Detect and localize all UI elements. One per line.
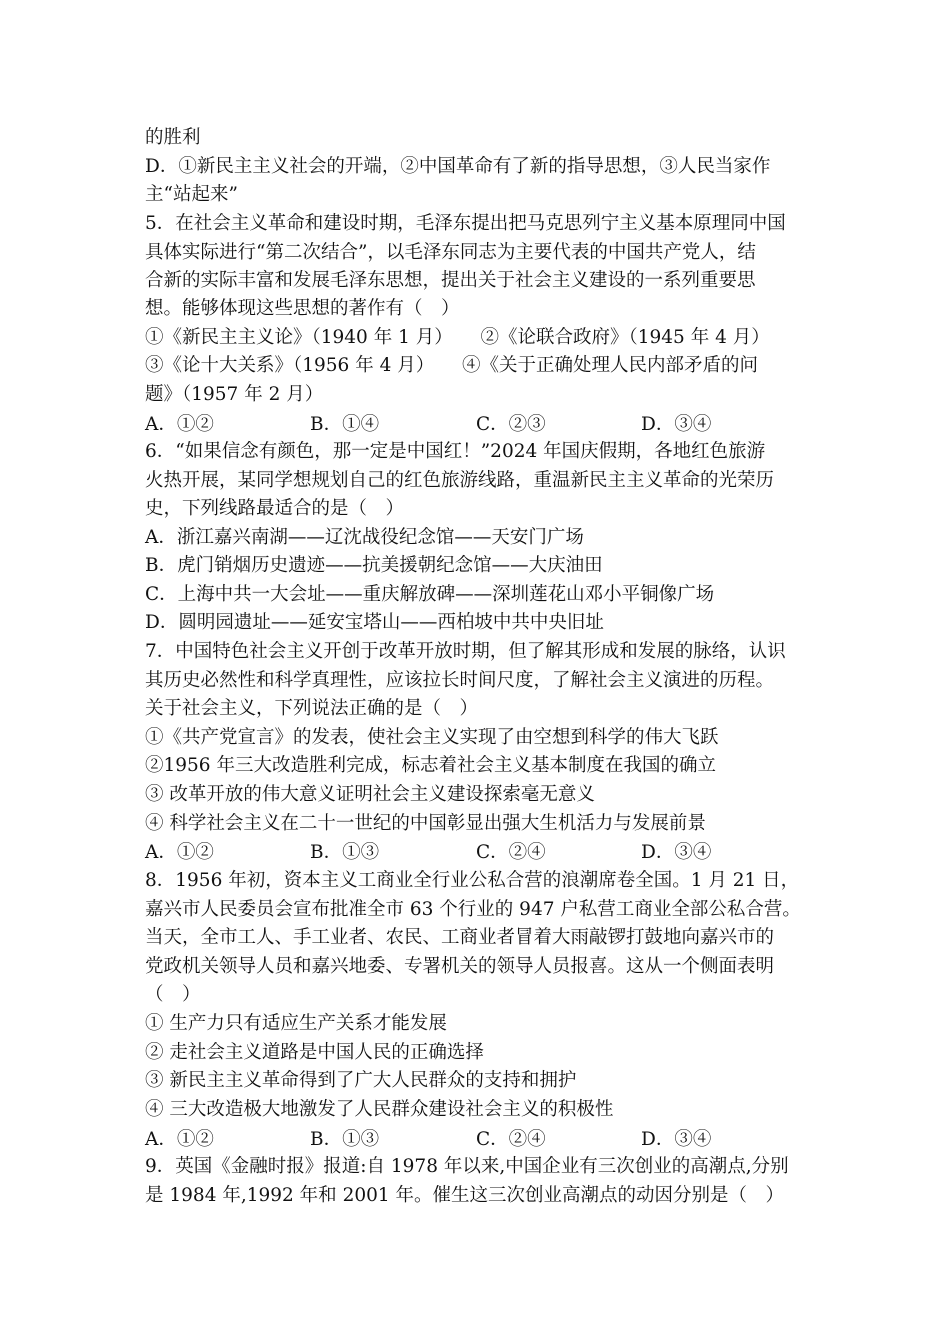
statement: ④ 三大改造极大地激发了人民群众建设社会主义的积极性 [145,1099,614,1120]
option-c: C．②④ [476,842,546,863]
text-line: 的胜利 [145,127,201,148]
question-9-stem: 9．英国《金融时报》报道:自 1978 年以来,中国企业有三次创业的高潮点,分别 [145,1156,789,1177]
option-d: D．圆明园遗址——延安宝塔山——西柏坡中共中央旧址 [145,612,604,633]
statement: ①《共产党宣言》的发表，使社会主义实现了由空想到科学的伟大飞跃 [145,727,719,748]
option-d: D．③④ [641,842,712,863]
question-5-stem: 5．在社会主义革命和建设时期，毛泽东提出把马克思列宁主义基本原理同中国 [145,213,786,234]
text-line: 想。能够体现这些思想的著作有（ ） [145,298,460,319]
statement: ③ 改革开放的伟大意义证明社会主义建设探索毫无意义 [145,784,595,805]
text-line: 党政机关领导人员和嘉兴地委、专署机关的领导人员报喜。这从一个侧面表明 [145,956,775,977]
option-d: D．③④ [641,1129,712,1150]
text-line: 主“站起来” [145,184,238,205]
statement: ① 生产力只有适应生产关系才能发展 [145,1013,447,1034]
text-line: 当天，全市工人、手工业者、农民、工商业者冒着大雨敲锣打鼓地向嘉兴市的 [145,927,775,948]
option-a: A．①② [145,414,214,435]
option-c: C．②④ [476,1129,546,1150]
text-line: 其历史必然性和科学真理性，应该拉长时间尺度，了解社会主义演进的历程。 [145,670,775,691]
text-line: ①《新民主主义论》（1940 年 1 月） ②《论联合政府》（1945 年 4 月） [145,327,770,348]
option-b: B．虎门销烟历史遗迹——抗美援朝纪念馆——大庆油田 [145,555,603,576]
question-7-stem: 7．中国特色社会主义开创于改革开放时期，但了解其形成和发展的脉络，认识 [145,641,786,662]
option-a: A．①② [145,1129,214,1150]
text-line: 题》（1957 年 2 月） [145,384,324,405]
option-a: A．①② [145,842,214,863]
statement: ②1956 年三大改造胜利完成，标志着社会主义基本制度在我国的确立 [145,755,716,776]
option-b: B．①③ [310,842,380,863]
statement: ③ 新民主主义革命得到了广大人民群众的支持和拥护 [145,1070,577,1091]
option-b: B．①④ [310,414,380,435]
text-line: 关于社会主义，下列说法正确的是（ ） [145,698,479,719]
text-line: ③《论十大关系》（1956 年 4 月） ④《关于正确处理人民内部矛盾的问 [145,355,758,376]
text-line: 具体实际进行“第二次结合”，以毛泽东同志为主要代表的中国共产党人，结 [145,242,756,263]
question-6-stem: 6．“如果信念有颜色，那一定是中国红！”2024 年国庆假期，各地红色旅游 [145,441,766,462]
option-d: D．③④ [641,414,712,435]
question-8-stem: 8．1956 年初，资本主义工商业全行业公私合营的浪潮席卷全国。1 月 21 日， [145,870,800,891]
text-line: 合新的实际丰富和发展毛泽东思想，提出关于社会主义建设的一系列重要思 [145,270,756,291]
option-a: A．浙江嘉兴南湖——辽沈战役纪念馆——天安门广场 [145,527,584,548]
option-b: B．①③ [310,1129,380,1150]
text-line: 嘉兴市人民委员会宣布批准全市 63 个行业的 947 户私营工商业全部公私合营。 [145,899,801,920]
option-c: C．上海中共一大会址——重庆解放碑——深圳莲花山邓小平铜像广场 [145,584,715,605]
text-line: 火热开展，某同学想规划自己的红色旅游线路，重温新民主主义革命的光荣历 [145,470,775,491]
statement: ② 走社会主义道路是中国人民的正确选择 [145,1042,484,1063]
text-line: 史，下列线路最适合的是（ ） [145,498,405,519]
option-c: C．②③ [476,414,546,435]
statement: ④ 科学社会主义在二十一世纪的中国彰显出强大生机活力与发展前景 [145,813,706,834]
text-line: （ ） [145,984,201,1005]
text-line: D．①新民主主义社会的开端，②中国革命有了新的指导思想，③人民当家作 [145,156,771,177]
text-line: 是 1984 年,1992 年和 2001 年。催生这三次创业高潮点的动因分别是（ ） [145,1185,785,1206]
